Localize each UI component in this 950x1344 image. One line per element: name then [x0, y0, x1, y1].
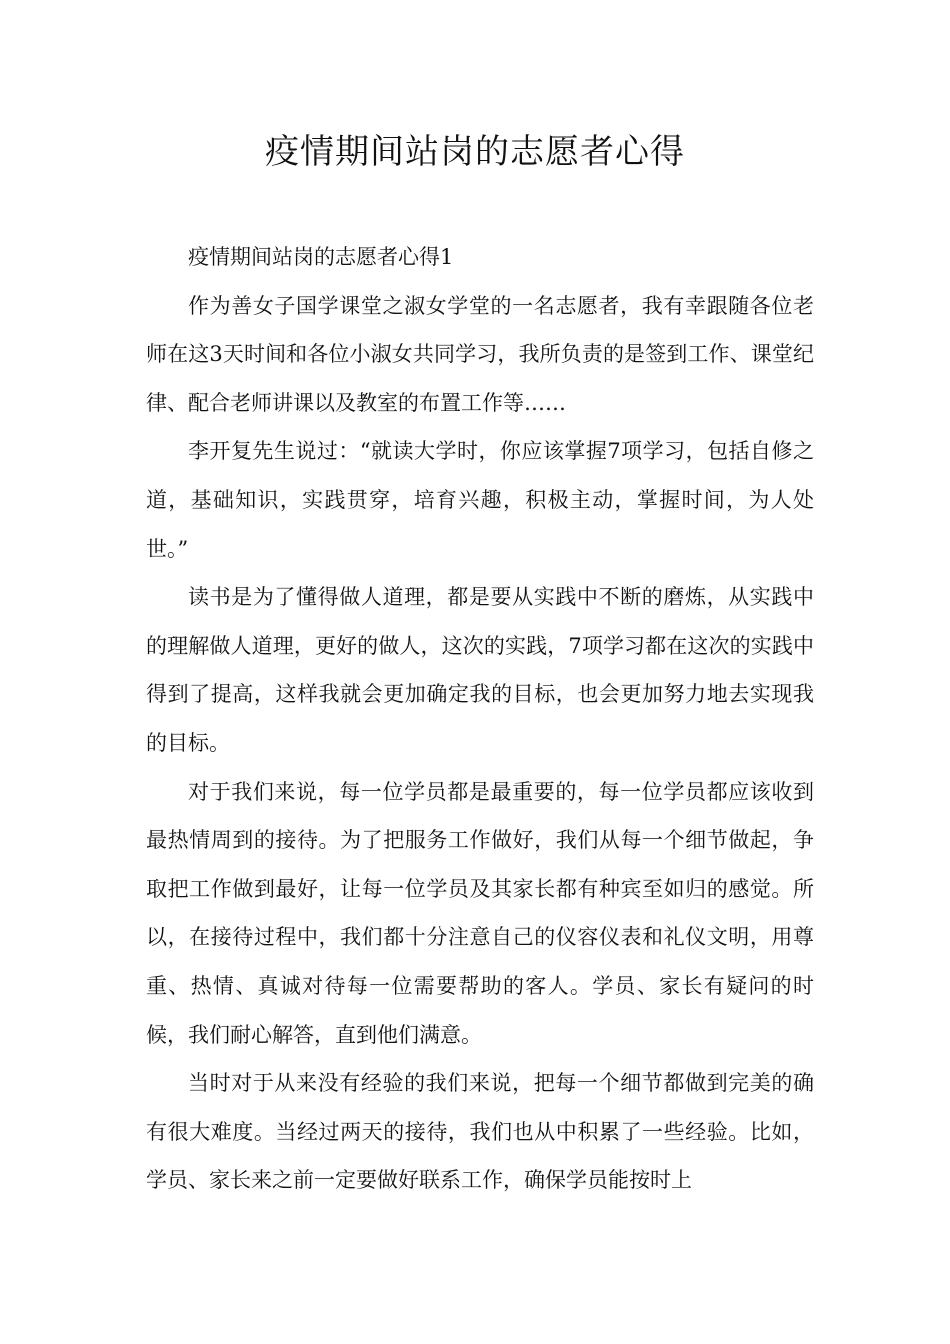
paragraph: 作为善女子国学课堂之淑女学堂的一名志愿者，我有幸跟随各位老师在这3天时间和各位小淑女共同学习，我所负责的是签到工作、课堂纪律、配合老师讲课以及教室的布置工作等…… [146, 293, 814, 415]
paragraph: 李开复先生说过：“就读大学时，你应该掌握7项学习，包括自修之道，基础知识，实践贯穿，培育兴趣，积极主动，掌握时间，为人处世。” [146, 439, 814, 561]
paragraph: 当时对于从来没有经验的我们来说，把每一个细节都做到完美的确有很大难度。当经过两天的接待，我们也从中积累了一些经验。比如，学员、家长来之前一定要做好联系工作，确保学员能按时上 [146, 1071, 814, 1193]
paragraph: 对于我们来说，每一位学员都是最重要的，每一位学员都应该收到最热情周到的接待。为了把服务工作做好，我们从每一个细节做起，争取把工作做到最好，让每一位学员及其家长都有种宾至如归的感觉。所以，在接待过程中，我们都十分注意自己的仪容仪表和礼仪文明，用尊重、热情、真诚对待每一位需要帮助的客人。学员、家长有疑问的时候，我们耐心解答，直到他们满意。 [146, 779, 814, 1047]
document-title: 疫情期间站岗的志愿者心得 [265, 132, 685, 172]
document-body [146, 233, 814, 1205]
section-heading: 疫情期间站岗的志愿者心得1 [188, 245, 454, 269]
paragraph: 读书是为了懂得做人道理，都是要从实践中不断的磨炼，从实践中的理解做人道理，更好的做人，这次的实践，7项学习都在这次的实践中得到了提高，这样我就会更加确定我的目标，也会更加努力地去实现我的目标。 [146, 585, 814, 755]
